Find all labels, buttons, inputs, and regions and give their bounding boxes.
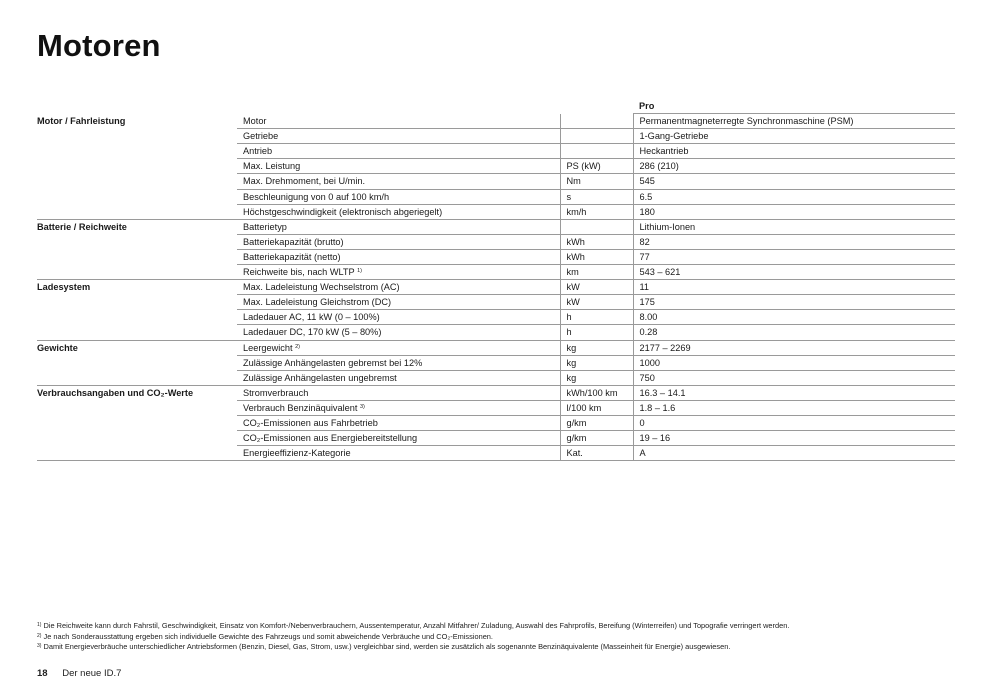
spec-unit: Kat. <box>560 446 633 461</box>
footnote-ref: 3) <box>359 403 365 410</box>
spec-value: 19 – 16 <box>633 431 955 446</box>
spec-value: 16.3 – 14.1 <box>633 385 955 400</box>
spec-unit <box>560 219 633 234</box>
spec-label: Antrieb <box>237 144 560 159</box>
page-number: 18 <box>37 668 48 679</box>
spec-value: 0.28 <box>633 325 955 340</box>
spec-unit: km <box>560 265 633 280</box>
table-row <box>37 280 955 295</box>
spec-label: CO₂-Emissionen aus Fahrbetrieb <box>237 415 560 430</box>
spec-value: Heckantrieb <box>633 144 955 159</box>
spec-value: 175 <box>633 295 955 310</box>
table-row <box>37 385 955 400</box>
spec-label: Stromverbrauch <box>237 385 560 400</box>
table-row <box>37 400 955 415</box>
spec-label: Max. Ladeleistung Gleichstrom (DC) <box>237 295 560 310</box>
spec-value: 0 <box>633 415 955 430</box>
spec-unit: h <box>560 310 633 325</box>
table-row <box>37 174 955 189</box>
table-header-row <box>37 99 955 114</box>
footnote-3: $^{3)}$ Damit Energieverbräuche unterschiedlicher Antriebsformen (Benzin, Diesel, Gas, Strom, usw.) vergleichbar sind, werden sie zusätzlich als sogenannte Benzinäquivalente (Masseinheit für Energie) ausgewiesen. <box>37 642 731 651</box>
spec-label: Ladedauer DC, 170 kW (5 – 80%) <box>237 325 560 340</box>
specifications-body <box>37 114 955 461</box>
spec-value: Permanentmagneterregte Synchronmaschine (PSM) <box>633 114 955 129</box>
document-title: Der neue ID.7 <box>62 668 122 679</box>
spec-label: Leergewicht $^{2)}$ <box>237 340 560 355</box>
table-row <box>37 415 955 430</box>
table-row <box>37 431 955 446</box>
page-title: Motoren <box>37 28 161 63</box>
table-row <box>37 249 955 264</box>
table-row <box>37 204 955 219</box>
group-heading: Gewichte <box>37 342 78 353</box>
spec-unit <box>560 144 633 159</box>
spec-value: Lithium-Ionen <box>633 219 955 234</box>
spec-unit: kWh <box>560 249 633 264</box>
footnotes <box>37 621 947 653</box>
footnote-ref: 1) <box>357 268 362 275</box>
spec-value: 77 <box>633 249 955 264</box>
specifications-table <box>37 99 955 461</box>
spec-value: 750 <box>633 370 955 385</box>
spec-value: 6.5 <box>633 189 955 204</box>
spec-label: Ladedauer AC, 11 kW (0 – 100%) <box>237 310 560 325</box>
spec-unit: g/km <box>560 415 633 430</box>
spec-label: Batteriekapazität (brutto) <box>237 234 560 249</box>
spec-unit: h <box>560 325 633 340</box>
spec-label: Verbrauch Benzinäquivalent $^{3)}$ <box>237 400 560 415</box>
spec-value: 1-Gang-Getriebe <box>633 129 955 144</box>
table-row <box>37 234 955 249</box>
group-heading: Verbrauchsangaben und CO₂-Werte <box>37 387 194 398</box>
spec-label: Motor <box>237 114 560 129</box>
spec-label: Zulässige Anhängelasten ungebremst <box>237 370 560 385</box>
table-row <box>37 446 955 461</box>
spec-unit: kg <box>560 355 633 370</box>
spec-label: Zulässige Anhängelasten gebremst bei 12% <box>237 355 560 370</box>
spec-label: Getriebe <box>237 129 560 144</box>
spec-unit: l/100 km <box>560 400 633 415</box>
footnote-1: $^{1)}$ Die Reichweite kann durch Fahrstil, Geschwindigkeit, Einsatz von Komfort-/Nebenverbrauchern, Aussentemperatur, Anzahl Mitfahrer/ Zuladung, Auswahl des Fahrprofils, Bereifung (Winterreifen) und Topografie verringert werden. <box>37 621 790 630</box>
spec-label: Batteriekapazität (netto) <box>237 249 560 264</box>
spec-value: 11 <box>633 280 955 295</box>
table-row <box>37 355 955 370</box>
footnote-ref: 2) <box>295 343 300 350</box>
spec-value: 286 (210) <box>633 159 955 174</box>
spec-value: A <box>633 446 955 461</box>
spec-label: Max. Ladeleistung Wechselstrom (AC) <box>237 280 560 295</box>
spec-label: Reichweite bis, nach WLTP $^{1)}$ <box>237 265 560 280</box>
table-row <box>37 325 955 340</box>
spec-unit: kg <box>560 370 633 385</box>
spec-value: 82 <box>633 234 955 249</box>
spec-unit: g/km <box>560 431 633 446</box>
spec-value: 2177 – 2269 <box>633 340 955 355</box>
group-heading: Ladesystem <box>37 282 91 293</box>
table-row <box>37 265 955 280</box>
spec-label: Beschleunigung von 0 auf 100 km/h <box>237 189 560 204</box>
spec-unit: kW <box>560 295 633 310</box>
spec-value: 180 <box>633 204 955 219</box>
spec-unit: kW <box>560 280 633 295</box>
table-row <box>37 189 955 204</box>
spec-value: 8.00 <box>633 310 955 325</box>
page-footer <box>37 668 121 679</box>
spec-unit: Nm <box>560 174 633 189</box>
spec-value: 543 – 621 <box>633 265 955 280</box>
table-row <box>37 370 955 385</box>
spec-unit <box>560 114 633 129</box>
spec-label: Max. Leistung <box>237 159 560 174</box>
spec-unit: kg <box>560 340 633 355</box>
table-row <box>37 114 955 129</box>
footnote-2: $^{2)}$ Je nach Sonderausstattung ergeben sich individuelle Gewichte des Fahrzeugs und somit abweichende Verbräuche und CO₂-Emissionen. <box>37 631 493 641</box>
spec-unit <box>560 129 633 144</box>
spec-label: Max. Drehmoment, bei U/min. <box>237 174 560 189</box>
table-row <box>37 295 955 310</box>
table-row <box>37 340 955 355</box>
spec-unit: kWh/100 km <box>560 385 633 400</box>
spec-label: Höchstgeschwindigkeit (elektronisch abgeriegelt) <box>237 204 560 219</box>
spec-unit: s <box>560 189 633 204</box>
spec-value: 1000 <box>633 355 955 370</box>
column-header-pro: Pro <box>633 99 955 114</box>
table-row <box>37 129 955 144</box>
spec-unit: km/h <box>560 204 633 219</box>
table-row <box>37 159 955 174</box>
spec-value: 1.8 – 1.6 <box>633 400 955 415</box>
spec-label: CO₂-Emissionen aus Energiebereitstellung <box>237 431 560 446</box>
spec-unit: PS (kW) <box>560 159 633 174</box>
table-row <box>37 219 955 234</box>
table-row <box>37 144 955 159</box>
table-row <box>37 310 955 325</box>
spec-value: 545 <box>633 174 955 189</box>
spec-label: Energieeffizienz-Kategorie <box>237 446 560 461</box>
spec-unit: kWh <box>560 234 633 249</box>
spec-label: Batterietyp <box>237 219 560 234</box>
group-heading: Batterie / Reichweite <box>37 221 127 232</box>
group-heading: Motor / Fahrleistung <box>37 115 126 126</box>
